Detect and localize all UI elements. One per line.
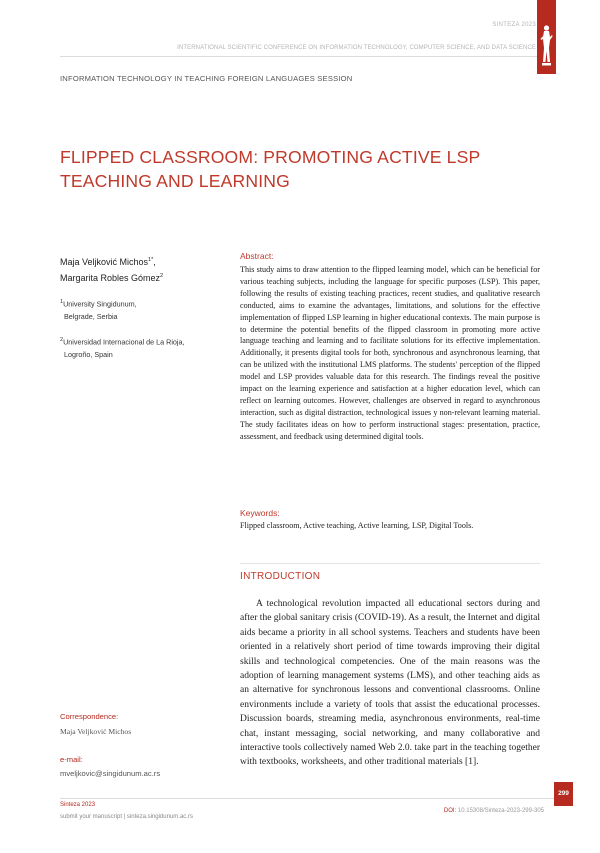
author-2: Margarita Robles Gómez$^2$ xyxy=(60,273,164,283)
correspondence-label: Correspondence: xyxy=(60,712,119,721)
affiliation-2: $^2$Universidad Internacional de La Rioja, Logroño, Spain xyxy=(60,337,185,360)
paper-title: FLIPPED CLASSROOM: PROMOTING ACTIVE LSP TEACHING AND LEARNING xyxy=(60,147,481,191)
statue-icon xyxy=(539,24,554,68)
logo-tab xyxy=(537,0,556,74)
session-name: INFORMATION TECHNOLOGY IN TEACHING FOREIGN LANGUAGES SESSION xyxy=(60,74,353,83)
header-divider xyxy=(60,56,554,57)
abstract-heading: Abstract: xyxy=(240,251,274,261)
conference-name: INTERNATIONAL SCIENTIFIC CONFERENCE ON INFORMATION TECHNOLOGY, COMPUTER SCIENCE, AND DATA SCIENCE xyxy=(177,45,536,51)
doi xyxy=(444,808,544,814)
abstract-text: This study aims to draw attention to the flipped learning model, which can be beneficial for various teaching subjects, including the language for specific purposes (LSP). This paper, following the results of existing teaching practices, recent studies, and qualitative research conducted, aims to examine the advantages, limitations, and solutions for the effective implementation of flipped LSP learning in higher educational contexts. The main purpose is to determine the potential benefits of the flipped classroom in promoting more active language teaching and learning and to facilitate solutions for its effective implementation. Additionally, it presents digital tools for both, synchronous and asynchronous learning, that can be utilized with the institutional LMS platforms. The students' perception of the flipped model and LSP provides valuable data for this research. The findings reveal the positive impact on the learning experience and satisfaction at a higher education level, which can reflect on learning outcomes. However, challenges are observed in regard to asynchronous interaction, such as digital distraction, technological issues y non-relevant learning material. The study facilitates ideas on how to perform instructional stages: presentation, practice, assessment, and feedback using determined digital tools. xyxy=(240,265,540,441)
author-list xyxy=(60,253,163,285)
affiliation-1: $^1$University Singidunum, Belgrade, Serbia xyxy=(60,299,137,322)
introduction-text: A technological revolution impacted all educational sectors during and after the global sanitary crisis (COVID-19). As a result, the Internet and digital aids became a priority in all school systems. Teachers and students have been oriented in a relatively short period of time towards improving their digital skills and technological competencies. One of the main reasons was the adoption of learning management systems (LMS), and other teaching aids as an alternative for synchronous lessons and conventional classrooms. Online environments include a variety of tools that assist the educational processes. Discussion boards, streaming media, asynchronous environments, real-time chat, instant messaging, social networking, and many collaborative and interactive tools collectively named Web 2.0. take part in the teaching together with textbooks, worksheets, and other traditional materials [1]. xyxy=(240,599,540,768)
introduction-heading: INTRODUCTION xyxy=(240,571,321,582)
author-1: Maja Veljković Michos$^{1*}$, xyxy=(60,257,156,267)
correspondence-name: Maja Veljković Michos xyxy=(60,727,132,736)
page-number: 299 xyxy=(558,790,569,797)
footer-brand: Sinteza 2023 xyxy=(60,802,96,808)
keywords-heading: Keywords: xyxy=(240,508,280,518)
keywords-text: Flipped classroom, Active teaching, Active learning, LSP, Digital Tools. xyxy=(240,521,474,530)
doi-label: DOI: xyxy=(443,808,457,814)
doi-value[interactable]: 10.15308/Sinteza-2023-299-305 xyxy=(457,808,544,814)
email-address[interactable]: mveljkovic@singidunum.ac.rs xyxy=(60,769,161,778)
conference-brand: SINTEZA 2023 xyxy=(492,22,536,28)
section-divider xyxy=(240,563,540,564)
page-number-badge xyxy=(554,782,573,806)
submit-link[interactable]: submit your manuscript | sinteza.singidunum.ac.rs xyxy=(60,814,193,820)
footer-divider xyxy=(60,798,554,799)
email-label: e-mail: xyxy=(60,755,83,764)
